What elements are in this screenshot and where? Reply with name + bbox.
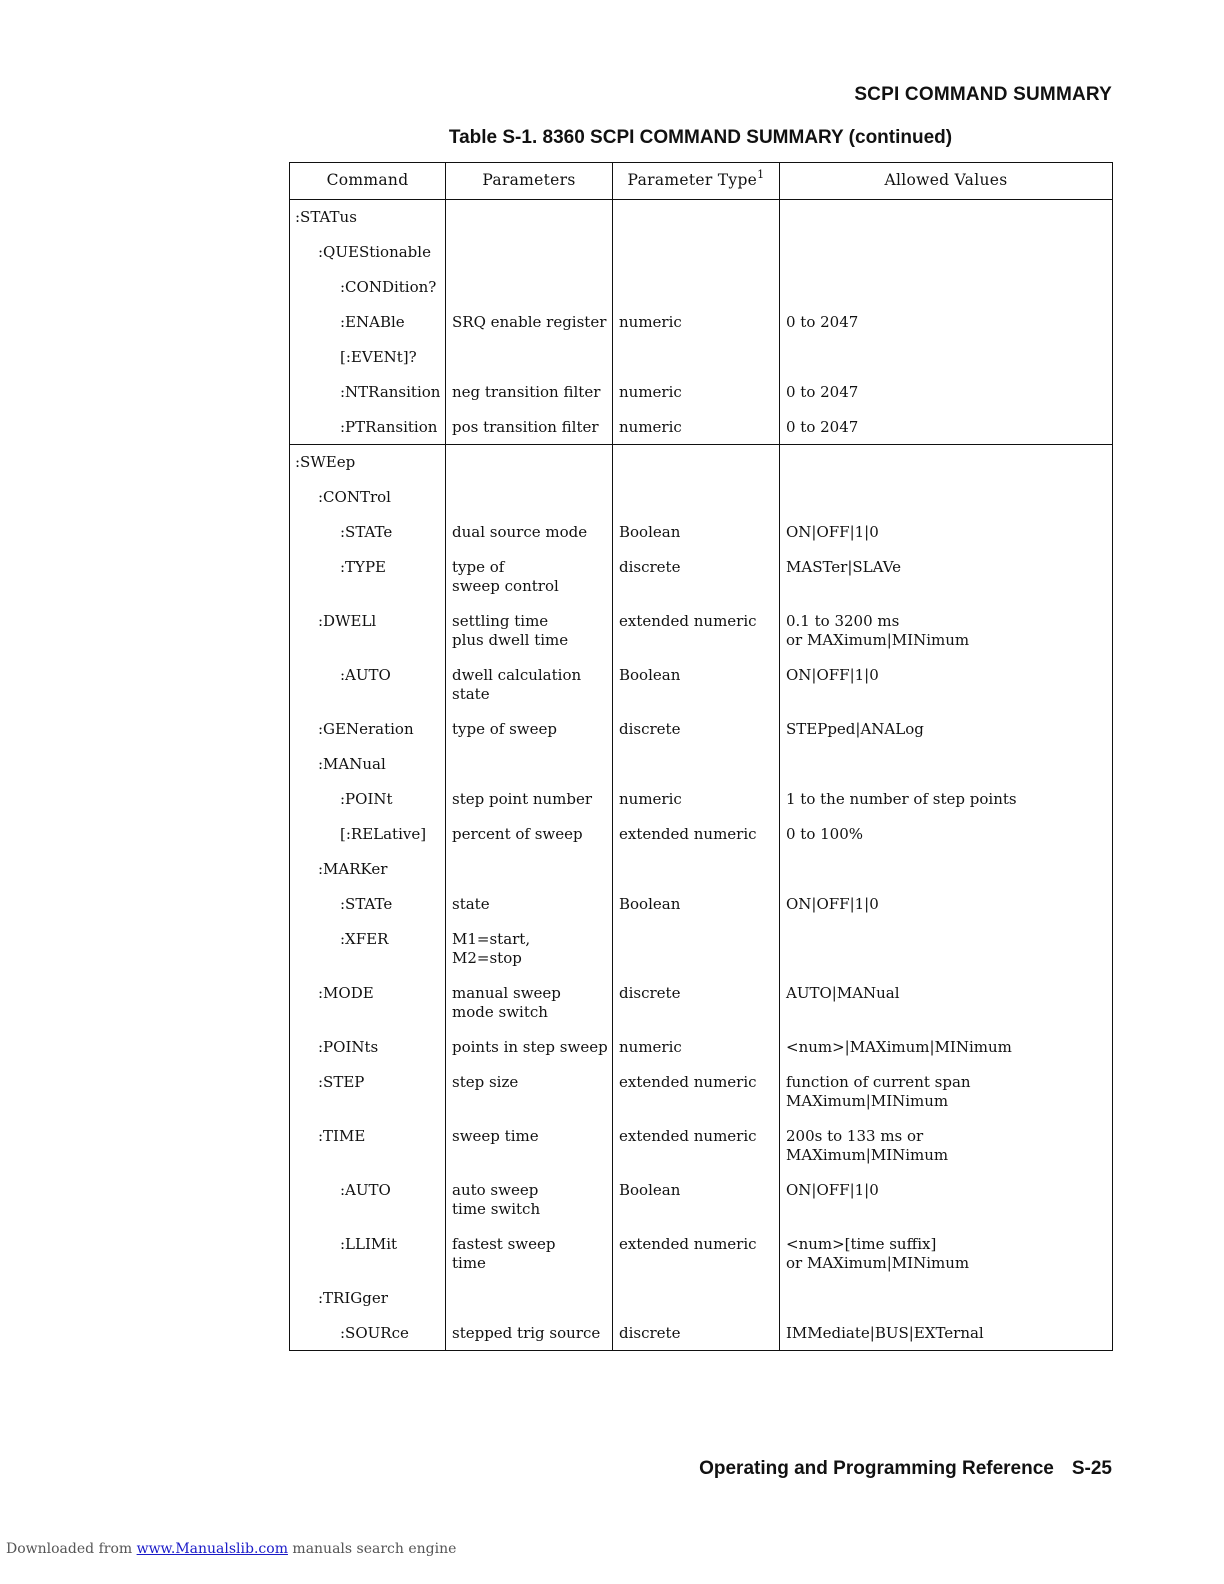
- cell-command: [290, 410, 446, 445]
- table-row: [290, 410, 1113, 445]
- cell-parameters: [446, 235, 613, 270]
- cell-allowed-values-text: 0 to 2047: [786, 417, 859, 436]
- cell-parameter-type: [613, 1065, 780, 1119]
- cell-parameters: [446, 747, 613, 782]
- cell-parameter-type: [613, 515, 780, 550]
- cell-parameters-text: manual sweep: [452, 983, 561, 1002]
- cell-parameter-type-text: extended numeric: [619, 1234, 757, 1253]
- cell-parameter-type: [613, 782, 780, 817]
- cell-command-text: :QUEStionable: [318, 242, 431, 261]
- cell-command-text: :XFER: [340, 929, 389, 948]
- cell-allowed-values: [780, 1281, 1113, 1316]
- cell-parameters: [446, 887, 613, 922]
- cell-command-text: :ENABle: [340, 312, 405, 331]
- cell-parameter-type: [613, 270, 780, 305]
- cell-parameters: [446, 922, 613, 976]
- cell-command-text: :SOURce: [340, 1323, 409, 1342]
- cell-allowed-values-text: ON|OFF|1|0: [786, 1180, 879, 1199]
- cell-parameters-text: fastest sweep: [452, 1234, 556, 1253]
- scpi-command-table: [289, 162, 1113, 1351]
- cell-parameter-type: [613, 852, 780, 887]
- table-row: [290, 515, 1113, 550]
- cell-parameter-type-text: numeric: [619, 417, 682, 436]
- cell-parameters-text: sweep time: [452, 1126, 539, 1145]
- cell-parameter-type: [613, 887, 780, 922]
- cell-allowed-values: [780, 375, 1113, 410]
- cell-allowed-values: [780, 550, 1113, 604]
- cell-parameters: [446, 1173, 613, 1227]
- cell-parameters: [446, 817, 613, 852]
- table-row: [290, 270, 1113, 305]
- cell-parameter-type: [613, 658, 780, 712]
- cell-allowed-values: [780, 1030, 1113, 1065]
- cell-parameter-type: [613, 817, 780, 852]
- cell-parameter-type: [613, 410, 780, 445]
- cell-command: [290, 1316, 446, 1351]
- cell-command-text: :PTRansition: [340, 417, 438, 436]
- cell-parameter-type-text: Boolean: [619, 522, 681, 541]
- cell-parameter-type: [613, 922, 780, 976]
- table-row: [290, 1173, 1113, 1227]
- table-row: [290, 712, 1113, 747]
- cell-command-text: :TYPE: [340, 557, 387, 576]
- cell-parameters-text: time switch: [452, 1200, 541, 1218]
- cell-command: [290, 200, 446, 235]
- cell-parameter-type-text: Boolean: [619, 665, 681, 684]
- cell-parameter-type-text: Boolean: [619, 1180, 681, 1199]
- cell-allowed-values: [780, 1065, 1113, 1119]
- table-row: [290, 852, 1113, 887]
- cell-command-text: :TIME: [318, 1126, 366, 1145]
- cell-parameters-text: M2=stop: [452, 949, 522, 967]
- cell-parameters: [446, 515, 613, 550]
- cell-parameter-type-text: extended numeric: [619, 824, 757, 843]
- cell-allowed-values: [780, 1316, 1113, 1351]
- cell-command: [290, 1119, 446, 1173]
- cell-allowed-values-text: 1 to the number of step points: [786, 789, 1017, 808]
- cell-parameters: [446, 1030, 613, 1065]
- cell-command-text: :TRIGger: [318, 1288, 388, 1307]
- table-row: [290, 200, 1113, 235]
- table-row: [290, 375, 1113, 410]
- column-header-parameters: Parameters: [446, 163, 613, 200]
- cell-allowed-values-text: 0 to 2047: [786, 312, 859, 331]
- cell-allowed-values: [780, 235, 1113, 270]
- cell-command-text: :DWELl: [318, 611, 377, 630]
- cell-command-text: :AUTO: [340, 665, 391, 684]
- manualslib-link[interactable]: www.Manualslib.com: [136, 1541, 288, 1557]
- table-row: [290, 445, 1113, 480]
- cell-parameter-type-text: extended numeric: [619, 1126, 757, 1145]
- cell-parameters-text: state: [452, 685, 490, 703]
- cell-parameters: [446, 305, 613, 340]
- cell-command: [290, 712, 446, 747]
- cell-command-text: :MANual: [318, 754, 386, 773]
- cell-allowed-values-text: function of current span: [786, 1072, 971, 1091]
- cell-parameters: [446, 200, 613, 235]
- cell-parameter-type: [613, 1119, 780, 1173]
- cell-command-text: :LLIMit: [340, 1234, 398, 1253]
- cell-allowed-values-text: <num>|MAXimum|MINimum: [786, 1037, 1012, 1056]
- cell-parameters-text: neg transition filter: [452, 382, 601, 401]
- cell-allowed-values: [780, 817, 1113, 852]
- cell-allowed-values-text: ON|OFF|1|0: [786, 522, 879, 541]
- cell-allowed-values: [780, 1173, 1113, 1227]
- cell-command-text: :CONDition?: [340, 277, 437, 296]
- cell-command-text: :GENeration: [318, 719, 414, 738]
- table-row: [290, 976, 1113, 1030]
- download-prefix: Downloaded from: [6, 1541, 137, 1557]
- cell-parameters-text: type of sweep: [452, 719, 557, 738]
- cell-parameters-text: points in step sweep: [452, 1037, 608, 1056]
- table-row: [290, 550, 1113, 604]
- cell-parameters-text: pos transition filter: [452, 417, 599, 436]
- cell-parameter-type: [613, 1030, 780, 1065]
- cell-allowed-values-text: or MAXimum|MINimum: [786, 631, 970, 649]
- cell-parameter-type-text: extended numeric: [619, 1072, 757, 1091]
- cell-parameters-text: plus dwell time: [452, 631, 569, 649]
- cell-allowed-values-text: IMMediate|BUS|EXTernal: [786, 1323, 984, 1342]
- table-caption: Table S-1. 8360 SCPI COMMAND SUMMARY (continued): [448, 127, 953, 148]
- cell-parameters-text: dwell calculation: [452, 665, 582, 684]
- table-row: [290, 1119, 1113, 1173]
- cell-command-text: :MODE: [318, 983, 374, 1002]
- cell-parameter-type: [613, 712, 780, 747]
- page-footer: [699, 1458, 1112, 1480]
- table-row: [290, 1030, 1113, 1065]
- cell-command: [290, 515, 446, 550]
- table-body: [290, 200, 1113, 1351]
- cell-parameters: [446, 1281, 613, 1316]
- cell-parameters: [446, 1316, 613, 1351]
- cell-allowed-values: [780, 340, 1113, 375]
- cell-command: [290, 976, 446, 1030]
- cell-allowed-values-text: 0 to 100%: [786, 824, 864, 843]
- table-row: [290, 340, 1113, 375]
- cell-parameters: [446, 480, 613, 515]
- cell-command: [290, 747, 446, 782]
- cell-command-text: :STATe: [340, 522, 393, 541]
- table-row: [290, 604, 1113, 658]
- cell-parameters: [446, 1119, 613, 1173]
- table-row: [290, 480, 1113, 515]
- cell-parameter-type-text: discrete: [619, 983, 681, 1002]
- table-row: [290, 658, 1113, 712]
- cell-parameter-type: [613, 604, 780, 658]
- table-row: [290, 1227, 1113, 1281]
- cell-command: [290, 887, 446, 922]
- cell-parameter-type: [613, 480, 780, 515]
- cell-allowed-values-text: MAXimum|MINimum: [786, 1146, 949, 1164]
- cell-parameter-type: [613, 550, 780, 604]
- cell-allowed-values-text: STEPped|ANALog: [786, 719, 924, 738]
- table-row: [290, 1065, 1113, 1119]
- cell-parameters: [446, 976, 613, 1030]
- cell-parameters-text: auto sweep: [452, 1180, 539, 1199]
- cell-command: [290, 480, 446, 515]
- cell-command: [290, 1030, 446, 1065]
- table-row: [290, 1316, 1113, 1351]
- running-head: SCPI COMMAND SUMMARY: [854, 84, 1112, 105]
- cell-allowed-values: [780, 747, 1113, 782]
- cell-command: [290, 550, 446, 604]
- cell-parameters-text: sweep control: [452, 577, 559, 595]
- cell-allowed-values: [780, 480, 1113, 515]
- cell-allowed-values: [780, 410, 1113, 445]
- cell-allowed-values: [780, 604, 1113, 658]
- cell-command: [290, 445, 446, 480]
- cell-allowed-values-text: AUTO|MANual: [786, 983, 900, 1002]
- cell-allowed-values: [780, 782, 1113, 817]
- cell-parameter-type: [613, 340, 780, 375]
- cell-command-text: :SWEep: [295, 453, 356, 471]
- cell-command-text: [:EVENt]?: [340, 347, 417, 366]
- download-suffix: manuals search engine: [287, 1541, 457, 1557]
- cell-parameter-type: [613, 747, 780, 782]
- cell-parameter-type-text: Boolean: [619, 894, 681, 913]
- cell-allowed-values-text: MAXimum|MINimum: [786, 1092, 949, 1110]
- cell-command: [290, 817, 446, 852]
- cell-parameter-type: [613, 976, 780, 1030]
- table-row: [290, 305, 1113, 340]
- table-header-row: [290, 163, 1113, 200]
- command-table-wrapper: [289, 162, 1112, 1351]
- cell-command-text: :CONTrol: [318, 487, 391, 506]
- cell-command-text: :STATus: [295, 208, 357, 226]
- cell-command: [290, 1227, 446, 1281]
- cell-allowed-values: [780, 1119, 1113, 1173]
- cell-allowed-values: [780, 305, 1113, 340]
- cell-parameter-type-text: extended numeric: [619, 611, 757, 630]
- cell-parameters: [446, 782, 613, 817]
- cell-allowed-values-text: ON|OFF|1|0: [786, 665, 879, 684]
- cell-parameter-type: [613, 1173, 780, 1227]
- cell-parameters-text: step point number: [452, 789, 593, 808]
- cell-allowed-values: [780, 200, 1113, 235]
- column-header-command: Command: [290, 163, 446, 200]
- cell-allowed-values-text: MASTer|SLAVe: [786, 557, 902, 576]
- column-header-parameter-type: Parameter Type$^1$: [613, 163, 780, 200]
- cell-allowed-values-text: 0 to 2047: [786, 382, 859, 401]
- cell-command-text: :STATe: [340, 894, 393, 913]
- cell-parameters: [446, 270, 613, 305]
- table-row: [290, 747, 1113, 782]
- cell-parameter-type: [613, 1227, 780, 1281]
- cell-allowed-values: [780, 1227, 1113, 1281]
- cell-allowed-values: [780, 976, 1113, 1030]
- cell-command: [290, 782, 446, 817]
- cell-command: [290, 305, 446, 340]
- cell-allowed-values-text: ON|OFF|1|0: [786, 894, 879, 913]
- cell-allowed-values: [780, 887, 1113, 922]
- cell-command-text: :POINts: [318, 1037, 379, 1056]
- cell-command: [290, 922, 446, 976]
- cell-parameters: [446, 604, 613, 658]
- cell-allowed-values-text: 0.1 to 3200 ms: [786, 611, 900, 630]
- cell-command: [290, 1065, 446, 1119]
- cell-allowed-values-text: <num>[time suffix]: [786, 1234, 937, 1253]
- footnote-marker: 1: [757, 168, 765, 182]
- cell-parameter-type: [613, 305, 780, 340]
- cell-allowed-values: [780, 712, 1113, 747]
- cell-allowed-values: [780, 445, 1113, 480]
- table-row: [290, 922, 1113, 976]
- column-header-allowed-values: Allowed Values: [780, 163, 1113, 200]
- cell-parameters-text: state: [452, 894, 490, 913]
- cell-command: [290, 375, 446, 410]
- cell-parameters-text: dual source mode: [452, 522, 588, 541]
- table-row: [290, 817, 1113, 852]
- table-row: [290, 782, 1113, 817]
- cell-parameter-type-text: numeric: [619, 789, 682, 808]
- cell-command: [290, 852, 446, 887]
- cell-command-text: :MARKer: [318, 859, 388, 878]
- cell-allowed-values: [780, 852, 1113, 887]
- table-row: [290, 887, 1113, 922]
- cell-parameters-text: type of: [452, 557, 505, 576]
- cell-parameters: [446, 340, 613, 375]
- cell-parameters-text: SRQ enable register: [452, 312, 607, 331]
- cell-allowed-values: [780, 658, 1113, 712]
- cell-allowed-values: [780, 515, 1113, 550]
- cell-parameter-type: [613, 445, 780, 480]
- cell-command: [290, 270, 446, 305]
- cell-allowed-values-text: or MAXimum|MINimum: [786, 1254, 970, 1272]
- cell-parameters: [446, 712, 613, 747]
- cell-parameter-type: [613, 1316, 780, 1351]
- cell-parameters: [446, 445, 613, 480]
- cell-parameters: [446, 1227, 613, 1281]
- cell-command-text: [:RELative]: [340, 824, 427, 843]
- cell-parameter-type-text: discrete: [619, 719, 681, 738]
- cell-command-text: :NTRansition: [340, 382, 441, 401]
- cell-command: [290, 1281, 446, 1316]
- cell-parameters-text: stepped trig source: [452, 1323, 601, 1342]
- cell-command: [290, 658, 446, 712]
- cell-command: [290, 235, 446, 270]
- page-number: S-25: [1071, 1458, 1112, 1479]
- cell-parameters: [446, 410, 613, 445]
- cell-allowed-values-text: 200s to 133 ms or: [786, 1126, 924, 1145]
- cell-parameters: [446, 1065, 613, 1119]
- cell-parameters: [446, 852, 613, 887]
- cell-parameter-type-text: discrete: [619, 1323, 681, 1342]
- cell-parameter-type: [613, 1281, 780, 1316]
- cell-parameters-text: time: [452, 1254, 486, 1272]
- cell-command-text: :STEP: [318, 1072, 365, 1091]
- cell-allowed-values: [780, 922, 1113, 976]
- cell-parameters: [446, 550, 613, 604]
- table-row: [290, 1281, 1113, 1316]
- cell-command-text: :POINt: [340, 789, 393, 808]
- cell-parameters-text: M1=start,: [452, 929, 531, 948]
- cell-parameter-type: [613, 200, 780, 235]
- cell-parameters-text: mode switch: [452, 1003, 548, 1021]
- cell-allowed-values: [780, 270, 1113, 305]
- cell-command: [290, 340, 446, 375]
- cell-command: [290, 604, 446, 658]
- cell-parameters-text: percent of sweep: [452, 824, 583, 843]
- cell-parameters-text: step size: [452, 1072, 519, 1091]
- cell-parameters-text: settling time: [452, 611, 549, 630]
- cell-parameter-type-text: numeric: [619, 382, 682, 401]
- download-note: [6, 1541, 456, 1557]
- cell-command-text: :AUTO: [340, 1180, 391, 1199]
- cell-parameters: [446, 375, 613, 410]
- cell-parameter-type: [613, 375, 780, 410]
- cell-parameter-type-text: numeric: [619, 1037, 682, 1056]
- cell-command: [290, 1173, 446, 1227]
- cell-parameters: [446, 658, 613, 712]
- footer-title: Operating and Programming Reference: [699, 1458, 1054, 1479]
- table-row: [290, 235, 1113, 270]
- cell-parameter-type-text: numeric: [619, 312, 682, 331]
- cell-parameter-type-text: discrete: [619, 557, 681, 576]
- cell-parameter-type: [613, 235, 780, 270]
